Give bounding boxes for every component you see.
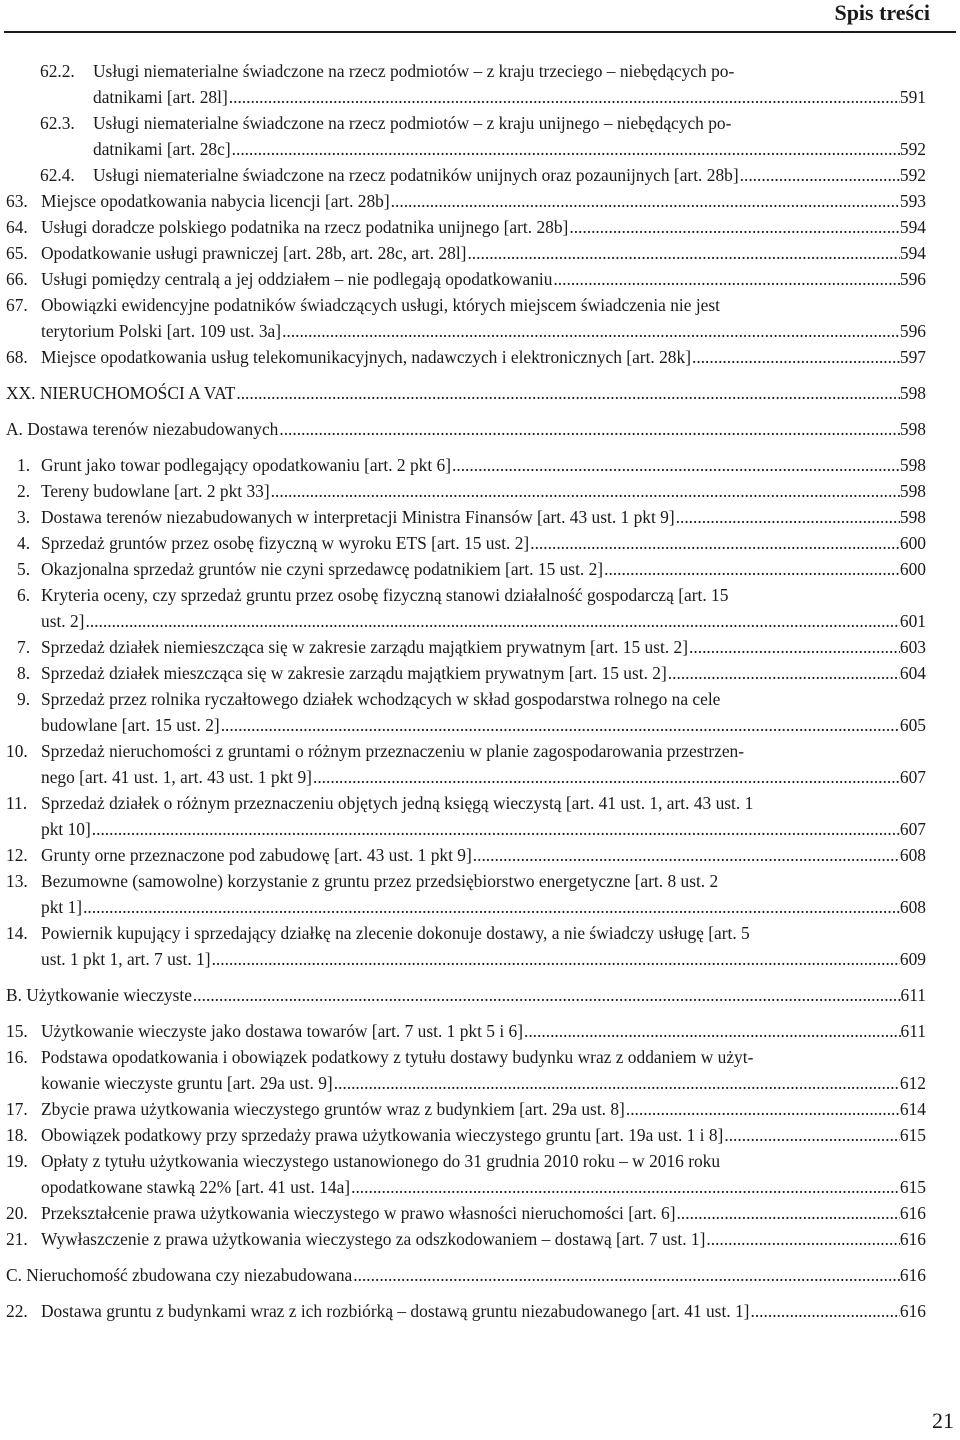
toc-entry[interactable]	[0, 188, 960, 214]
toc-entry[interactable]	[0, 556, 960, 582]
toc-page-number: 611	[900, 985, 926, 1005]
toc-entry-title-line2: terytorium Polski [art. 109 ust. 3a]	[41, 321, 282, 341]
toc-section-title: XX. NIERUCHOMOŚCI A VAT	[6, 383, 236, 403]
dot-leader	[390, 188, 900, 214]
toc-entry-number: 62.3.	[40, 113, 75, 133]
toc-entry-title-line2: pkt 1]	[41, 897, 83, 917]
toc-entry[interactable]	[0, 214, 960, 240]
dot-leader	[529, 530, 900, 556]
dot-leader	[312, 764, 900, 790]
toc-entry[interactable]	[0, 452, 960, 478]
toc-entry-title-line2: ust. 1 pkt 1, art. 7 ust. 1]	[41, 949, 211, 969]
toc-entry-title-line2: budowlane [art. 15 ust. 2]	[41, 715, 220, 735]
dot-leader	[705, 1226, 900, 1252]
toc-page-number: 593	[899, 191, 926, 211]
toc-entry-number: 9.	[17, 689, 31, 709]
toc-page-number: 592	[899, 139, 926, 159]
toc-entry-number: 64.	[6, 217, 28, 237]
toc-entry-title-line2: nego [art. 41 ust. 1, art. 43 ust. 1 pkt 9]	[41, 767, 312, 787]
toc-page-number: 611	[900, 1021, 926, 1041]
toc-entry-title: Okazjonalna sprzedaż gruntów nie czyni sprzedawcę podatnikiem [art. 15 ust. 2]	[41, 559, 604, 579]
dot-leader	[211, 946, 900, 972]
toc-entry-number: 65.	[6, 243, 28, 263]
toc-section-title: B. Użytkowanie wieczyste	[6, 985, 192, 1005]
toc-entry[interactable]	[0, 162, 960, 188]
toc-entry[interactable]	[0, 1096, 960, 1122]
toc-section-title: A. Dostawa terenów niezabudowanych	[6, 419, 279, 439]
toc-entry-title-line1: Bezumowne (samowolne) korzystanie z gruntu przez przedsiębiorstwo energetyczne [art. 8 ust. 2	[41, 871, 719, 891]
header-divider	[4, 31, 956, 33]
toc-page-number: 603	[899, 637, 926, 657]
toc-page-number: 605	[899, 715, 926, 735]
toc-page-number: 600	[899, 533, 926, 553]
dot-leader	[281, 318, 900, 344]
toc-entry[interactable]	[0, 530, 960, 556]
dot-leader	[220, 712, 900, 738]
toc-entry-title-line2: opodatkowane stawką 22% [art. 41 ust. 14a]	[41, 1177, 351, 1197]
dot-leader	[278, 416, 900, 442]
toc-entry-title: Miejsce opodatkowania nabycia licencji [art. 28b]	[41, 191, 390, 211]
toc-entry-title: Sprzedaż gruntów przez osobę fizyczną w wyroku ETS [art. 15 ust. 2]	[41, 533, 530, 553]
toc-page-number: 594	[899, 217, 926, 237]
toc-entry-title: Dostawa gruntu z budynkami wraz z ich rozbiórką – dostawą gruntu niezabudowanego [art. 41 ust. 1]	[41, 1301, 750, 1321]
toc-entry-title-line2: datnikami [art. 28l]	[93, 87, 228, 107]
toc-section-title: C. Nieruchomość zbudowana czy niezabudowana	[6, 1265, 353, 1285]
toc-entry[interactable]	[0, 1018, 960, 1044]
toc-page-number: 604	[899, 663, 926, 683]
toc-entry-title-line1: Powiernik kupujący i sprzedający działkę na zlecenie dokonuje dostawy, a nie świadczy usługę [art. 5	[41, 923, 750, 943]
toc-page-number: 600	[899, 559, 926, 579]
dot-leader	[723, 1122, 900, 1148]
toc-entry[interactable]	[0, 738, 960, 790]
toc-page-number: 608	[899, 897, 926, 917]
toc-entry-number: 19.	[6, 1151, 28, 1171]
toc-entry[interactable]	[0, 292, 960, 344]
toc-entry-title: Usługi doradcze polskiego podatnika na rzecz podatnika unijnego [art. 28b]	[41, 217, 569, 237]
toc-entry-title-line1: Sprzedaż nieruchomości z gruntami o różnym przeznaczeniu w planie zagospodarowania przestrzen-	[41, 741, 745, 761]
page-header-title: Spis treści	[834, 0, 930, 25]
toc-entry-title: Grunty orne przeznaczone pod zabudowę [art. 43 ust. 1 pkt 9]	[41, 845, 472, 865]
toc-entry-title-line1: Usługi niematerialne świadczone na rzecz podmiotów – z kraju unijnego – niebędących po-	[93, 113, 732, 133]
toc-entry-number: 16.	[6, 1047, 28, 1067]
toc-entry-number: 8.	[17, 663, 31, 683]
toc-page-number: 592	[899, 165, 926, 185]
toc-section-heading[interactable]	[0, 1262, 960, 1288]
toc-page-number: 607	[899, 767, 926, 787]
toc-entry[interactable]	[0, 1148, 960, 1200]
toc-entry-number: 10.	[6, 741, 28, 761]
dot-leader	[688, 634, 900, 660]
toc-entry[interactable]	[0, 266, 960, 292]
toc-entry-number: 17.	[6, 1099, 28, 1119]
toc-page-number: 616	[899, 1203, 926, 1223]
toc-page-number: 598	[899, 383, 926, 403]
toc-entry-title: Dostawa terenów niezabudowanych w interpretacji Ministra Finansów [art. 43 ust. 1 pkt 9]	[41, 507, 675, 527]
toc-page-number: 608	[899, 845, 926, 865]
dot-leader	[84, 608, 899, 634]
toc-entry[interactable]	[0, 1298, 960, 1324]
toc-entry-title: Usługi niematerialne świadczone na rzecz podatników unijnych oraz pozaunijnych [art. 28b]	[93, 165, 739, 185]
toc-entry[interactable]	[0, 110, 960, 162]
toc-entry-number: 67.	[6, 295, 28, 315]
toc-entry-title-line1: Opłaty z tytułu użytkowania wieczystego ustanowionego do 31 grudnia 2010 roku – w 2016 roku	[41, 1151, 721, 1171]
toc-entry-title: Sprzedaż działek mieszcząca się w zakresie zarządu majątkiem prywatnym [art. 15 ust. 2]	[41, 663, 667, 683]
toc-page-number: 598	[899, 481, 926, 501]
toc-entry-number: 15.	[6, 1021, 28, 1041]
dot-leader	[352, 1262, 900, 1288]
dot-leader	[192, 982, 901, 1008]
dot-leader	[235, 380, 900, 406]
dot-leader	[228, 84, 900, 110]
toc-page-number: 598	[899, 455, 926, 475]
toc-entry-title: Usługi pomiędzy centralą a jej oddziałem – nie podlegają opodatkowaniu	[41, 269, 553, 289]
dot-leader	[466, 240, 899, 266]
page-number: 21	[932, 1408, 954, 1433]
toc-entry-title: Opodatkowanie usługi prawniczej [art. 28b, art. 28c, art. 28l]	[41, 243, 467, 263]
toc-entry-title-line1: Obowiązki ewidencyjne podatników świadczących usługi, których miejscem świadczenia nie jest	[41, 295, 720, 315]
toc-entry[interactable]	[0, 1200, 960, 1226]
dot-leader	[82, 894, 900, 920]
toc-entry-title: Obowiązek podatkowy przy sprzedaży prawa użytkowania wieczystego gruntu [art. 19a ust. 1 i 8]	[41, 1125, 724, 1145]
toc-entry[interactable]	[0, 790, 960, 842]
toc-entry-title: Użytkowanie wieczyste jako dostawa towarów [art. 7 ust. 1 pkt 5 i 6]	[41, 1021, 523, 1041]
toc-page-number: 607	[899, 819, 926, 839]
toc-entry-number: 6.	[17, 585, 31, 605]
toc-entry-title-line1: Usługi niematerialne świadczone na rzecz podmiotów – z kraju trzeciego – niebędących po-	[93, 61, 735, 81]
dot-leader	[451, 452, 900, 478]
dot-leader	[603, 556, 900, 582]
toc-page-number: 601	[899, 611, 926, 631]
toc-page-number: 591	[899, 87, 926, 107]
toc-page-number: 615	[899, 1125, 926, 1145]
toc-entry-number: 14.	[6, 923, 28, 943]
dot-leader	[270, 478, 900, 504]
toc-entry-number: 63.	[6, 191, 28, 211]
toc-entry[interactable]	[0, 1122, 960, 1148]
dot-leader	[749, 1298, 899, 1324]
toc-entry-number: 2.	[17, 481, 31, 501]
dot-leader	[552, 266, 899, 292]
toc-entry[interactable]	[0, 582, 960, 634]
dot-leader	[676, 1200, 900, 1226]
toc-page-number: 616	[899, 1265, 926, 1285]
toc-entry-title: Tereny budowlane [art. 2 pkt 33]	[41, 481, 270, 501]
toc-page-number: 598	[899, 419, 926, 439]
toc-entry-title-line1: Kryteria oceny, czy sprzedaż gruntu przez osobę fizyczną stanowi działalność gospodarczą [art. 15	[41, 585, 729, 605]
dot-leader	[91, 816, 900, 842]
toc-entry-number: 68.	[6, 347, 28, 367]
dot-leader	[523, 1018, 901, 1044]
toc-entry-number: 12.	[6, 845, 28, 865]
toc-entry[interactable]	[0, 344, 960, 370]
dot-leader	[667, 660, 900, 686]
toc-entry[interactable]	[0, 868, 960, 920]
toc-entry-title: Wywłaszczenie z prawa użytkowania wieczystego za odszkodowaniem – dostawą [art. 7 ust. 1]	[41, 1229, 706, 1249]
dot-leader	[231, 136, 900, 162]
toc-entry-number: 20.	[6, 1203, 28, 1223]
table-of-contents	[0, 58, 960, 1324]
dot-leader	[625, 1096, 900, 1122]
toc-page-number: 616	[899, 1301, 926, 1321]
toc-entry-title: Grunt jako towar podlegający opodatkowaniu [art. 2 pkt 6]	[41, 455, 452, 475]
toc-page-number: 616	[899, 1229, 926, 1249]
toc-entry-number: 7.	[17, 637, 31, 657]
toc-page-number: 612	[899, 1073, 926, 1093]
toc-page-number: 614	[899, 1099, 926, 1119]
toc-entry[interactable]	[0, 478, 960, 504]
toc-entry[interactable]	[0, 660, 960, 686]
toc-entry-number: 18.	[6, 1125, 28, 1145]
toc-entry[interactable]	[0, 504, 960, 530]
dot-leader	[691, 344, 900, 370]
toc-entry[interactable]	[0, 842, 960, 868]
toc-entry[interactable]	[0, 686, 960, 738]
toc-entry-title-line2: kowanie wieczyste gruntu [art. 29a ust. 9]	[41, 1073, 333, 1093]
toc-section-heading[interactable]	[0, 416, 960, 442]
toc-entry[interactable]	[0, 920, 960, 972]
toc-entry-title: Sprzedaż działek niemieszcząca się w zakresie zarządu majątkiem prywatnym [art. 15 ust. 2]	[41, 637, 689, 657]
toc-entry-title-line1: Sprzedaż przez rolnika ryczałtowego działek wchodzących w skład gospodarstwa rolnego na cele	[41, 689, 721, 709]
toc-entry[interactable]	[0, 1044, 960, 1096]
toc-page-number: 597	[899, 347, 926, 367]
dot-leader	[739, 162, 900, 188]
toc-page-number: 615	[899, 1177, 926, 1197]
toc-entry[interactable]	[0, 1226, 960, 1252]
toc-entry-number: 62.2.	[40, 61, 75, 81]
toc-entry-number: 21.	[6, 1229, 28, 1249]
toc-entry-title: Przekształcenie prawa użytkowania wieczystego w prawo własności nieruchomości [art. 6]	[41, 1203, 676, 1223]
toc-section-heading[interactable]	[0, 380, 960, 406]
toc-entry-title: Miejsce opodatkowania usług telekomunikacyjnych, nadawczych i elektronicznych [art. 28k]	[41, 347, 691, 367]
dot-leader	[675, 504, 900, 530]
toc-entry[interactable]	[0, 58, 960, 110]
toc-entry-number: 1.	[17, 455, 31, 475]
toc-page-number: 609	[899, 949, 926, 969]
toc-page-number: 594	[899, 243, 926, 263]
dot-leader	[568, 214, 900, 240]
toc-entry-number: 66.	[6, 269, 28, 289]
toc-entry-number: 62.4.	[40, 165, 75, 185]
toc-entry-number: 4.	[17, 533, 31, 553]
toc-entry-title-line2: datnikami [art. 28c]	[93, 139, 231, 159]
toc-page-number: 598	[899, 507, 926, 527]
toc-page-number: 596	[899, 269, 926, 289]
toc-entry[interactable]	[0, 634, 960, 660]
toc-entry-title-line1: Podstawa opodatkowania i obowiązek podatkowy z tytułu dostawy budynku wraz z oddaniem w użyt-	[41, 1047, 754, 1067]
toc-page-number: 596	[899, 321, 926, 341]
toc-entry-title-line2: pkt 10]	[41, 819, 91, 839]
toc-entry-number: 3.	[17, 507, 31, 527]
toc-entry-number: 22.	[6, 1301, 28, 1321]
toc-entry-title-line2: ust. 2]	[41, 611, 85, 631]
toc-entry-title: Zbycie prawa użytkowania wieczystego gruntów wraz z budynkiem [art. 29a ust. 8]	[41, 1099, 625, 1119]
toc-entry-number: 13.	[6, 871, 28, 891]
toc-entry-number: 5.	[17, 559, 31, 579]
dot-leader	[350, 1174, 900, 1200]
toc-entry[interactable]	[0, 240, 960, 266]
toc-entry-number: 11.	[6, 793, 28, 813]
toc-entry-title-line1: Sprzedaż działek o różnym przeznaczeniu objętych jedną księgą wieczystą [art. 41 ust. 1, art. 43 ust. 1	[41, 793, 754, 813]
dot-leader	[472, 842, 900, 868]
dot-leader	[333, 1070, 900, 1096]
toc-section-heading[interactable]	[0, 982, 960, 1008]
